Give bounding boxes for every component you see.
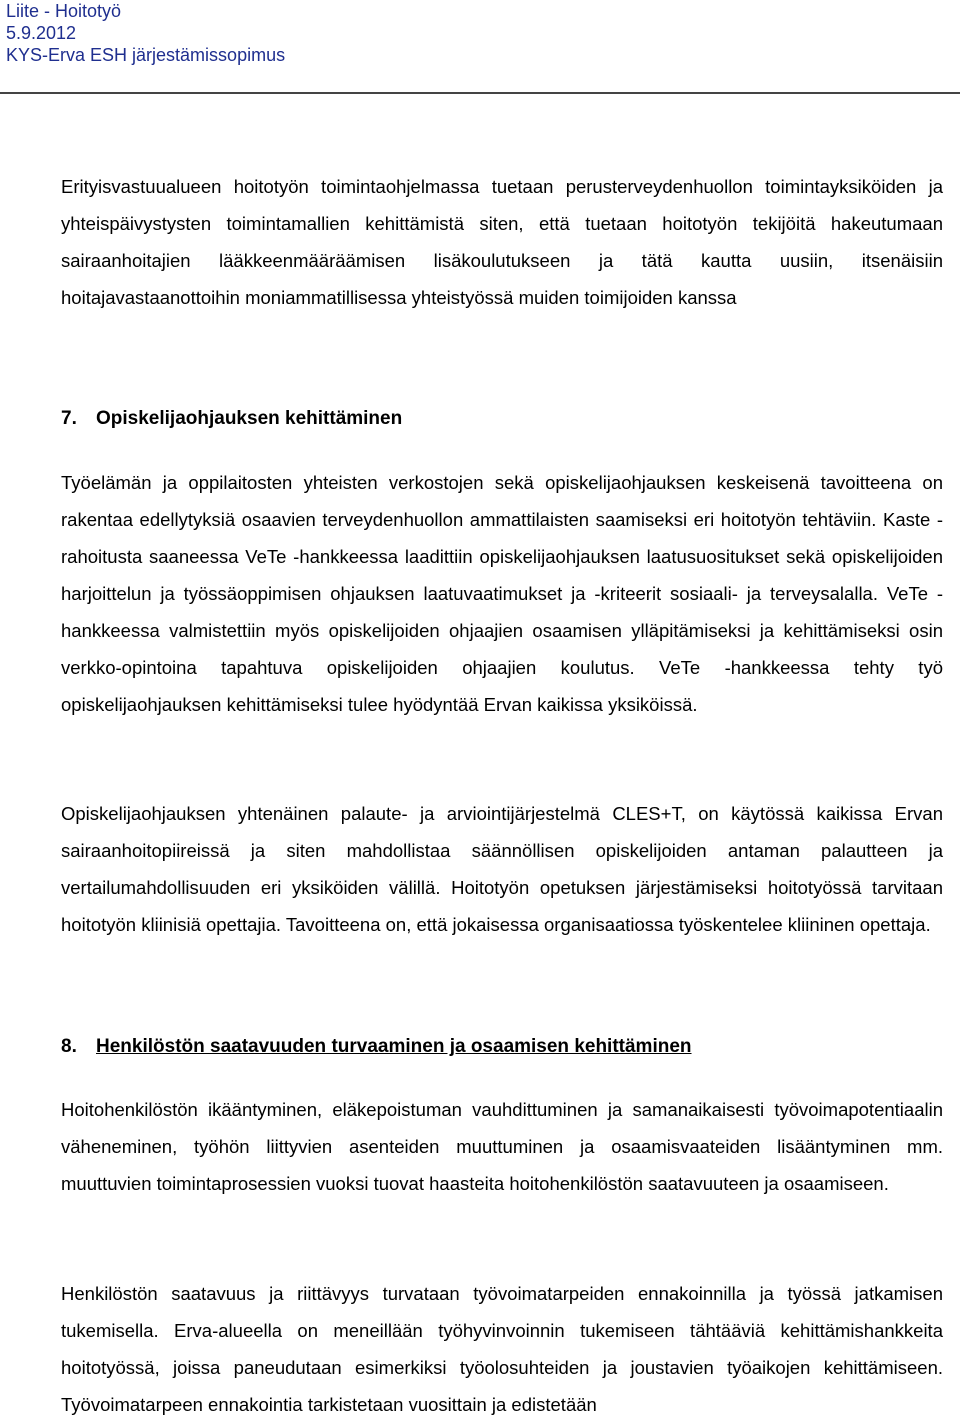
paragraph-2-block: [61, 464, 943, 723]
header-agreement-title: KYS-Erva ESH järjestämissopimus: [6, 45, 286, 65]
paragraph-henkilosto: Hoitohenkilöstön ikääntyminen, eläkepoistuman vauhdittuminen ja samanaikaisesti työvoimapotentiaalin väheneminen, työhön liittyvien asenteiden muuttuminen ja osaamisvaateiden lisääntyminen mm. muuttuvien toimintaprosessien vuoksi tuovat haasteita hoitohenkilöstön saatavuuteen ja osaamiseen.: [61, 1099, 943, 1194]
header-divider: [0, 92, 960, 94]
heading-8-block: [61, 1035, 943, 1059]
paragraph-toimintaohjelma: Erityisvastuualueen hoitotyön toimintaohjelmassa tuetaan perusterveydenhuollon toimintayksiköiden ja yhteispäivystysten toimintamallien kehittämistä siten, että tuetaan hoitotyön tekijöitä hakeutumaan sairaanhoitajien lääkkeenmääräämisen lisäkoulutukseen ja tätä kautta uusiin, itsenäisiin hoitajavastaanottoihin moniammatillisessa yhteistyössä muiden toimijoiden kanssa: [61, 176, 943, 308]
paragraph-cles: Opiskelijaohjauksen yhtenäinen palaute- ja arviointijärjestelmä CLES+T, on käytössä kaikissa Ervan sairaanhoitopiireissä ja siten mahdollistaa säännöllisen opiskelijoiden antaman palautteen ja vertailumahdollisuuden eri yksiköiden välillä. Hoitotyön opetuksen järjestämiseksi hoitotyössä tarvitaan hoitotyön kliinisiä opettajia. Tavoitteena on, että jokaisessa organisaatiossa työskentelee kliininen opettaja.: [61, 803, 943, 935]
heading-7-block: [61, 407, 943, 431]
header-date: 5.9.2012: [6, 23, 77, 43]
section-number-7: 7.: [61, 408, 77, 429]
page-header: [6, 0, 285, 66]
paragraph-5-block: [61, 1275, 943, 1423]
section-number-8: 8.: [61, 1036, 77, 1057]
section-heading-8: [61, 1035, 943, 1059]
paragraph-3-block: [61, 795, 943, 943]
paragraph-opiskelijaohjaus: Työelämän ja oppilaitosten yhteisten verkostojen sekä opiskelijaohjauksen keskeisenä tavoitteena on rakentaa edellytyksiä osaavien terveydenhuollon ammattilaisten saamiseksi eri hoitotyön tehtäviin. Kaste -rahoitusta saaneessa VeTe -hankkeessa laadittiin opiskelijaohjauksen laatusuositukset sekä opiskelijoiden harjoittelun ja työssäoppimisen ohjauksen laatuvaatimukset ja -kriteerit sosiaali- ja terveysalalla. VeTe -hankkeessa valmistettiin myös opiskelijoiden ohjaajien osaamisen ylläpitämiseksi ja kehittämiseksi osin verkko-opintoina tapahtuva opiskelijoiden ohjaajien koulutus. VeTe -hankkeessa tehty työ opiskelijaohjauksen kehittämiseksi tulee hyödyntää Ervan kaikissa yksiköissä.: [61, 472, 943, 715]
header-attachment-title: Liite - Hoitotyö: [6, 1, 122, 21]
paragraph-1-block: [61, 168, 943, 316]
section-heading-7: [61, 407, 943, 431]
section-title-7: Opiskelijaohjauksen kehittäminen: [96, 408, 403, 429]
section-title-8: Henkilöstön saatavuuden turvaaminen ja osaamisen kehittäminen: [96, 1036, 692, 1057]
paragraph-4-block: [61, 1091, 943, 1202]
paragraph-saatavuus: Henkilöstön saatavuus ja riittävyys turvataan työvoimatarpeiden ennakoinnilla ja työssä jatkamisen tukemisella. Erva-alueella on meneillään työhyvinvoinnin tukemiseen tähtääviä kehittämishankkeita hoitotyössä, joissa paneudutaan esimerkiksi työolosuhteiden ja joustavien työaikojen kehittämiseen. Työvoimatarpeen ennakointia tarkistetaan vuosittain ja edistetään: [61, 1283, 943, 1415]
